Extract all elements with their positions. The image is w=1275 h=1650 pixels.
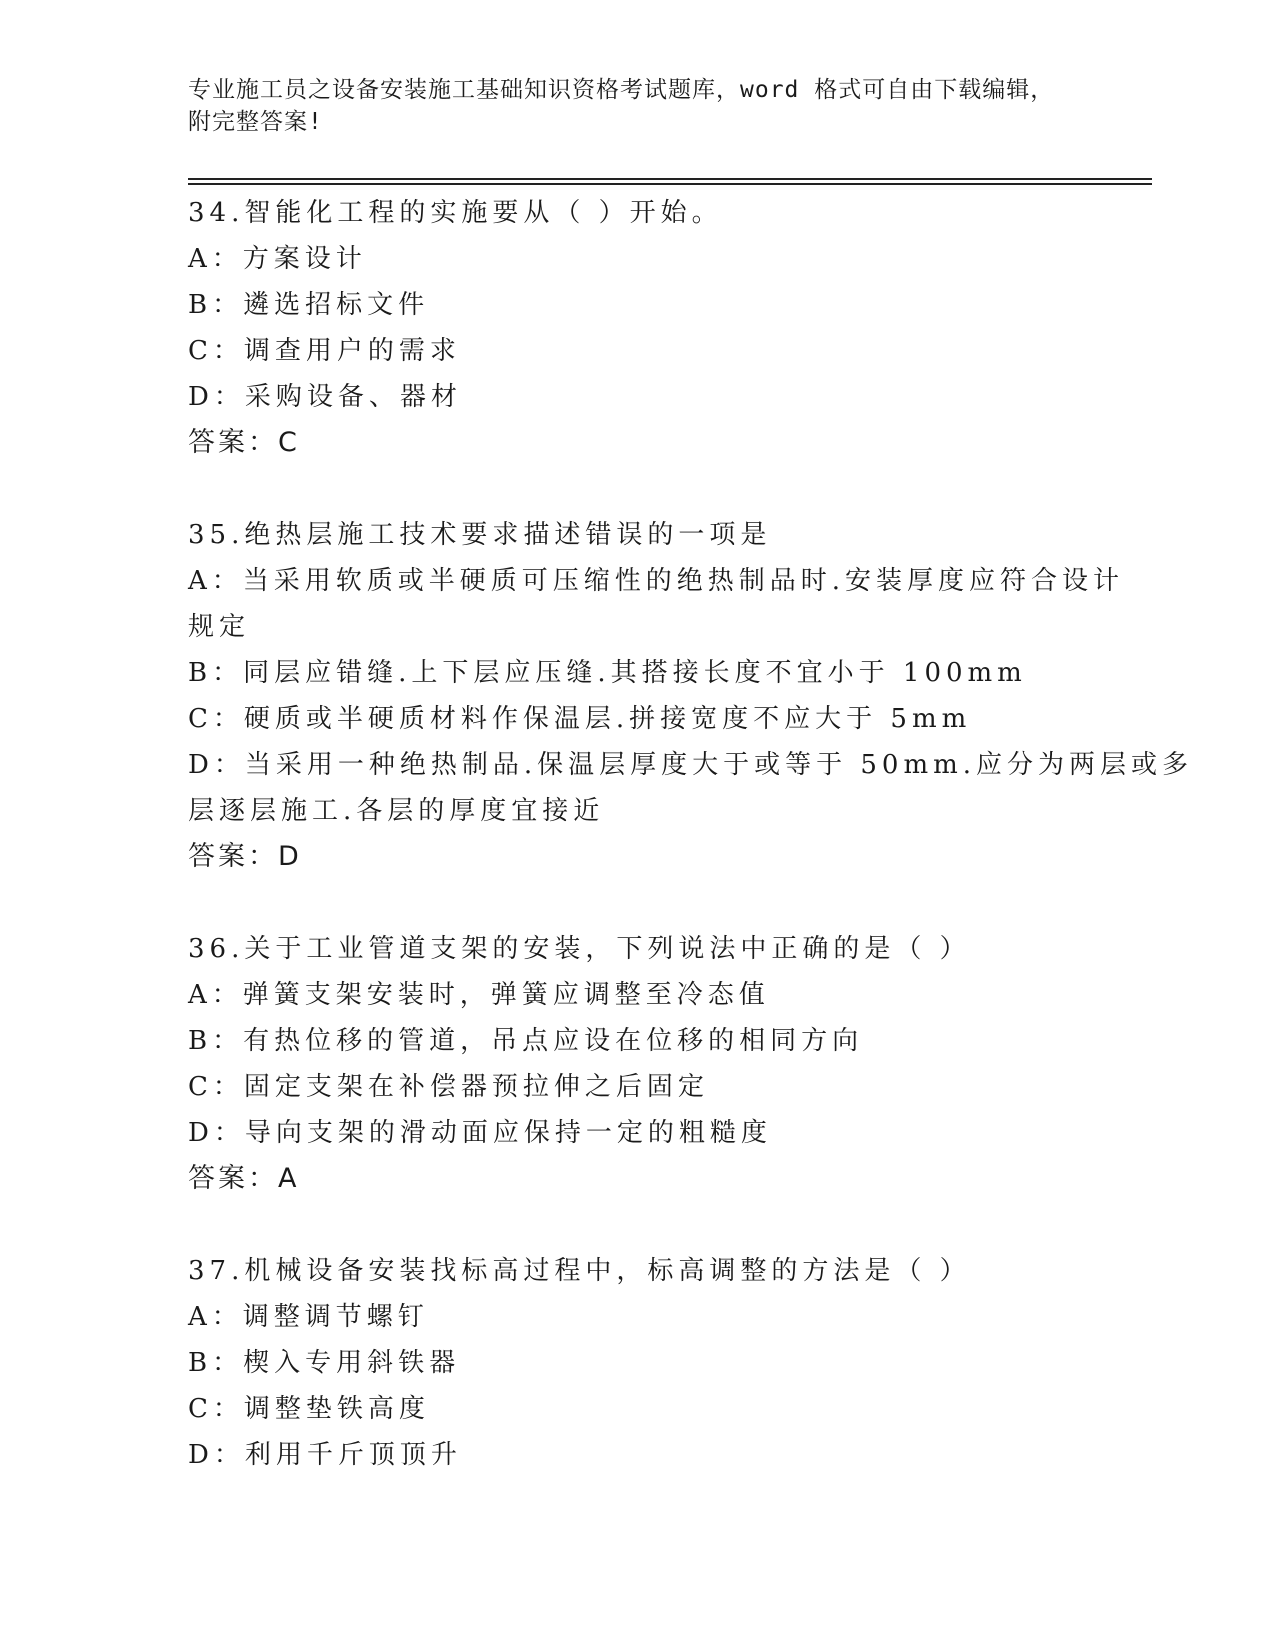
option-a: A：方案设计: [188, 244, 367, 274]
option-a-continued: 规定: [188, 612, 251, 642]
answer-label: 答案：D: [188, 841, 302, 872]
spacer: [188, 466, 1088, 512]
option-b: B：有热位移的管道，吊点应设在位移的相同方向: [188, 1026, 864, 1056]
spacer: [188, 880, 1088, 926]
answer-label: 答案：A: [188, 1163, 300, 1194]
option-c: C：调整垫铁高度: [188, 1394, 430, 1424]
question-stem: 35.绝热层施工技术要求描述错误的一项是: [188, 520, 772, 550]
answer-label: 答案：C: [188, 427, 300, 458]
option-d: D：采购设备、器材: [188, 382, 462, 412]
option-d: D：导向支架的滑动面应保持一定的粗糙度: [188, 1118, 772, 1148]
header-divider-bottom: [188, 183, 1152, 185]
question-stem: 37.机械设备安装找标高过程中，标高调整的方法是（ ）: [188, 1256, 971, 1286]
spacer: [188, 1202, 1088, 1248]
question-34: [188, 190, 1088, 466]
option-a: A：当采用软质或半硬质可压缩性的绝热制品时.安装厚度应符合设计: [188, 566, 1125, 596]
header-line-1: 专业施工员之设备安装施工基础知识资格考试题库，word 格式可自由下载编辑，: [188, 77, 1055, 103]
option-b: B：同层应错缝.上下层应压缝.其搭接长度不宜小于 100mm: [188, 658, 1027, 688]
option-b: B：楔入专用斜铁器: [188, 1348, 461, 1378]
question-list: [188, 190, 1194, 1478]
question-35: [188, 512, 1194, 880]
option-b: B：遴选招标文件: [188, 290, 430, 320]
header-divider-top: [188, 178, 1152, 180]
header-line-2: 附完整答案!: [188, 109, 323, 135]
option-c: C：硬质或半硬质材料作保温层.拼接宽度不应大于 5mm: [188, 704, 972, 734]
question-stem: 36.关于工业管道支架的安装，下列说法中正确的是（ ）: [188, 934, 971, 964]
option-a: A：弹簧支架安装时，弹簧应调整至冷态值: [188, 980, 770, 1010]
question-stem: 34.智能化工程的实施要从（ ）开始。: [188, 198, 723, 228]
option-c: C：调查用户的需求: [188, 336, 461, 366]
option-c: C：固定支架在补偿器预拉伸之后固定: [188, 1072, 709, 1102]
document-header: [188, 74, 1088, 138]
question-36: [188, 926, 1088, 1202]
option-d: D：利用千斤顶顶升: [188, 1440, 462, 1470]
option-d: D：当采用一种绝热制品.保温层厚度大于或等于 50mm.应分为两层或多: [188, 750, 1194, 780]
option-d-continued: 层逐层施工.各层的厚度宜接近: [188, 796, 605, 826]
option-a: A：调整调节螺钉: [188, 1302, 429, 1332]
question-37: [188, 1248, 1088, 1478]
